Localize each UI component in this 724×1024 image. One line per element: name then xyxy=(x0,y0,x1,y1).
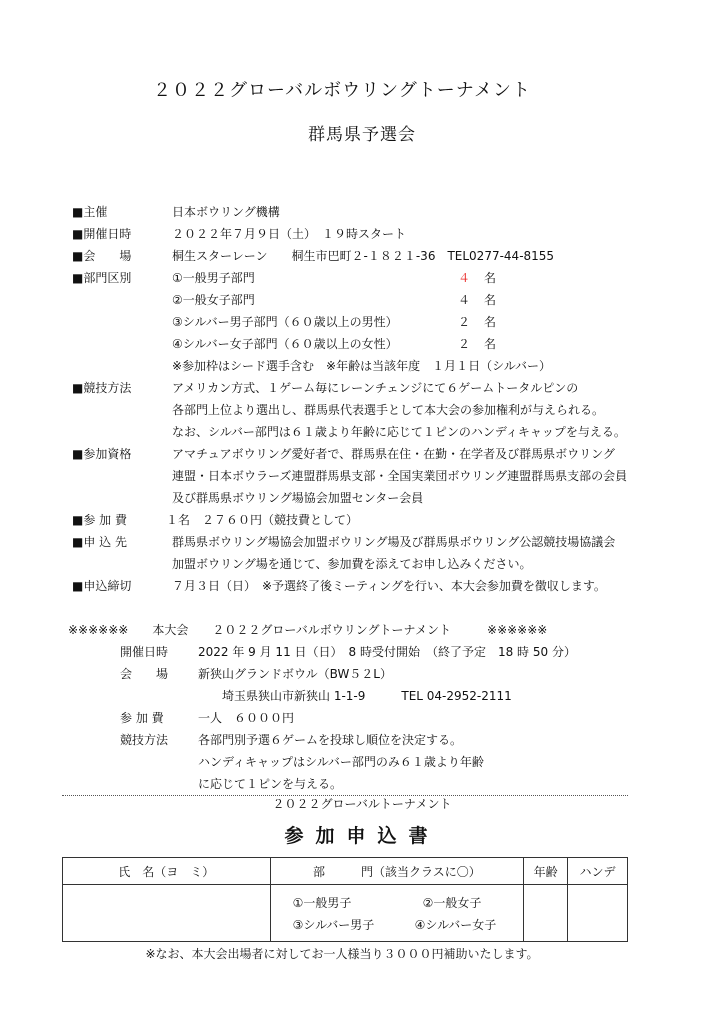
division-unit: 名 xyxy=(484,293,497,307)
division-count: ４ xyxy=(458,271,471,285)
deadline-value: ７月３日（日） ※予選終了後ミーティングを行い、本大会参加費を徴収します。 xyxy=(172,579,606,593)
division-name: ①一般男子部門 xyxy=(172,271,255,285)
apply-line: 群馬県ボウリング場協会加盟ボウリング場及び群馬県ボウリング公認競技場協議会 xyxy=(172,535,616,549)
method-label: ■競技方法 xyxy=(72,381,132,395)
column-header-division: 部 門（該当クラスに〇） xyxy=(270,858,524,885)
organizer-label: ■主催 xyxy=(72,205,108,219)
page-subtitle: 群馬県予選会 xyxy=(308,125,416,145)
division-option[interactable]: ③シルバー男子 xyxy=(292,918,375,932)
division-name: ②一般女子部門 xyxy=(172,293,255,307)
eligibility-label: ■参加資格 xyxy=(72,447,132,461)
main-address: 埼玉県狭山市新狭山 1-1-9 TEL 04-2952-2111 xyxy=(222,689,512,703)
column-header-age: 年齢 xyxy=(524,858,568,885)
main-date-label: 開催日時 xyxy=(120,645,169,659)
form-note: ※なお、本大会出場者に対してお一人様当り３０００円補助いたします。 xyxy=(145,947,539,961)
main-venue-label: 会 場 xyxy=(120,667,169,681)
age-entry-cell[interactable] xyxy=(524,885,568,942)
main-venue-value: 新狭山グランドボウル（BW５２L） xyxy=(198,667,392,681)
form-title: 参加申込書 xyxy=(284,825,440,847)
application-form-table xyxy=(62,857,628,942)
division-option[interactable]: ②一般女子 xyxy=(422,896,482,910)
division-count: ４ xyxy=(458,293,471,307)
date-label: ■開催日時 xyxy=(72,227,132,241)
deadline-label: ■申込締切 xyxy=(72,579,132,593)
handicap-entry-cell[interactable] xyxy=(568,885,628,942)
division-count: ２ xyxy=(458,315,471,329)
division-unit: 名 xyxy=(484,337,497,351)
date-value: ２０２２年７月９日（土） １９時スタート xyxy=(172,227,407,241)
venue-label: ■会 場 xyxy=(72,249,132,263)
column-header-handicap: ハンデ xyxy=(568,858,628,885)
venue-value: 桐生スターレーン 桐生市巴町２-１８２１-36 TEL0277-44-8155 xyxy=(172,249,555,263)
fee-value: １名 ２７６０円（競技費として） xyxy=(166,513,359,527)
method-line: 各部門上位より選出し、群馬県代表選手として本大会の参加権利が与えられる。 xyxy=(172,403,605,417)
division-count: ２ xyxy=(458,337,471,351)
page-title: ２０２２グローバルボウリングトーナメント xyxy=(152,80,532,101)
column-header-name: 氏 名（ヨ ミ） xyxy=(63,858,271,885)
method-line: なお、シルバー部門は６１歳より年齢に応じて１ピンのハンディキャップを与える。 xyxy=(172,425,626,439)
division-option[interactable]: ④シルバー女子 xyxy=(414,918,497,932)
fee-label: ■参 加 費 xyxy=(72,513,127,527)
main-fee-label: 参 加 費 xyxy=(120,711,164,725)
main-event-header: ※※※※※※ 本大会 ２０２２グローバルボウリングトーナメント ※※※※※※ xyxy=(68,623,548,637)
division-name: ③シルバー男子部門（６０歳以上の男性） xyxy=(172,315,398,329)
division-unit: 名 xyxy=(484,315,497,329)
eligibility-line: アマチュアボウリング愛好者で、群馬県在住・在勤・在学者及び群馬県ボウリング xyxy=(172,447,615,461)
main-method-label: 競技方法 xyxy=(120,733,169,747)
main-method-line: に応じて１ピンを与える。 xyxy=(198,777,343,791)
form-subtitle: ２０２２グローバルトーナメント xyxy=(272,797,452,811)
apply-line: 加盟ボウリング場を通じて、参加費を添えてお申し込みください。 xyxy=(172,557,532,571)
method-line: アメリカン方式、１ゲーム毎にレーンチェンジにて６ゲームトータルピンの xyxy=(172,381,579,395)
main-method-line: ハンディキャップはシルバー部門のみ６１歳より年齢 xyxy=(198,755,484,769)
eligibility-line: 連盟・日本ボウラーズ連盟群馬県支部・全国実業団ボウリング連盟群馬県支部の会員 xyxy=(172,469,628,483)
main-date-value: 2022 年 9 月 11 日（日） 8 時受付開始 （終了予定 18 時 50 分） xyxy=(198,645,576,659)
main-method-line: 各部門別予選６ゲームを投球し順位を決定する。 xyxy=(198,733,463,747)
division-unit: 名 xyxy=(484,271,497,285)
eligibility-line: 及び群馬県ボウリング場協会加盟センター会員 xyxy=(172,491,424,505)
division-entry-cell[interactable] xyxy=(270,885,524,942)
divisions-note: ※参加枠はシード選手含む ※年齢は当該年度 １月１日（シルバー） xyxy=(172,359,551,373)
name-entry-cell[interactable] xyxy=(63,885,271,942)
apply-label: ■申 込 先 xyxy=(72,535,127,549)
organizer-value: 日本ボウリング機構 xyxy=(172,205,280,219)
division-option[interactable]: ①一般男子 xyxy=(292,896,352,910)
main-fee-value: 一人 ６０００円 xyxy=(198,711,295,725)
division-name: ④シルバー女子部門（６０歳以上の女性） xyxy=(172,337,398,351)
divisions-label: ■部門区別 xyxy=(72,271,132,285)
